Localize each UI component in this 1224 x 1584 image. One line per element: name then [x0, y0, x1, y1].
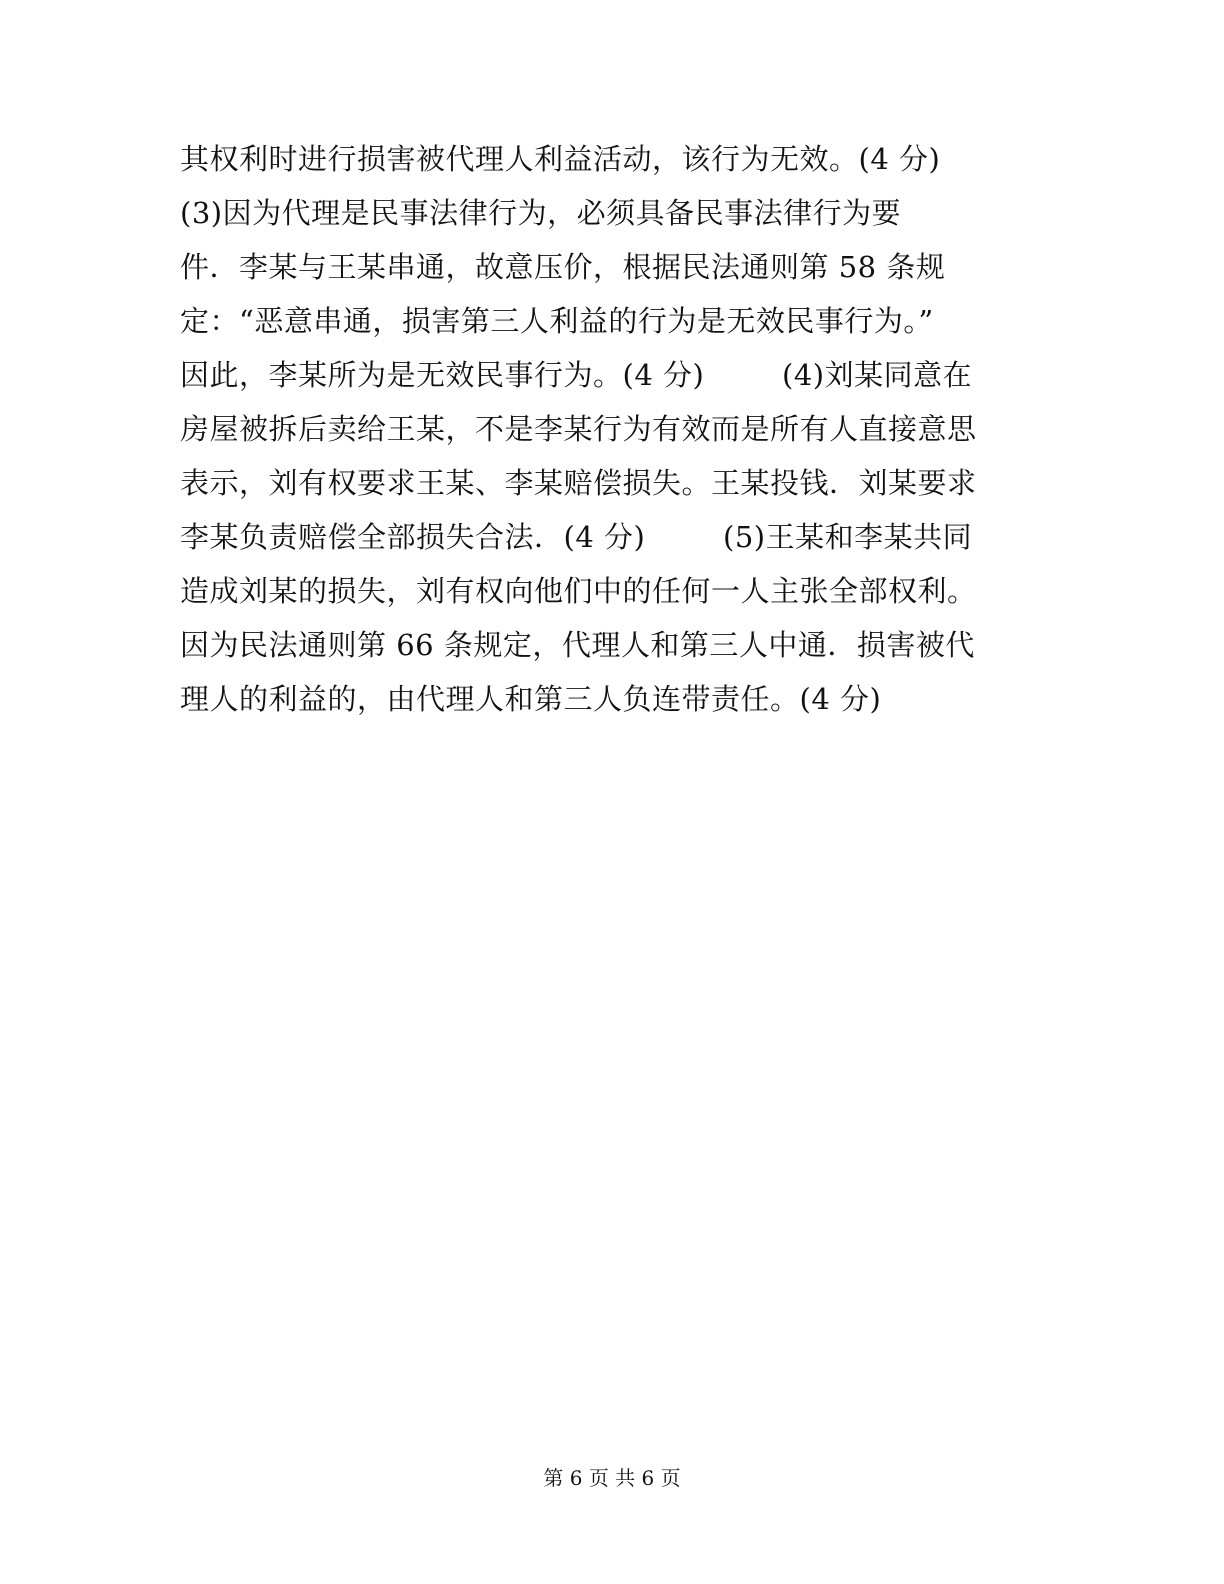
answer-text-block [180, 132, 1060, 726]
text-line: 其权利时进行损害被代理人利益活动，该行为无效。(4 分) [180, 142, 941, 176]
page-number-footer: 第 6 页 共 6 页 [543, 1466, 681, 1490]
text-line: 理人的利益的，由代理人和第三人负连带责任。(4 分) [180, 682, 882, 716]
text-line: 件．李某与王某串通，故意压价，根据民法通则第 58 条规 [180, 250, 946, 284]
text-line: 定：“恶意串通，损害第三人利益的行为是无效民事行为。” [180, 304, 934, 338]
text-line: (3)因为代理是民事法律行为，必须具备民事法律行为要 [180, 196, 902, 230]
text-line: 李某负责赔偿全部损失合法．(4 分) (5)王某和李某共同 [180, 520, 973, 554]
text-line: 房屋被拆后卖给王某，不是李某行为有效而是所有人直接意思 [180, 412, 977, 446]
text-line: 造成刘某的损失，刘有权向他们中的任何一人主张全部权利。 [180, 574, 977, 608]
text-line: 表示，刘有权要求王某、李某赔偿损失。王某投钱．刘某要求 [180, 466, 977, 500]
text-line: 因为民法通则第 66 条规定，代理人和第三人中通．损害被代 [180, 628, 975, 662]
text-line: 因此，李某所为是无效民事行为。(4 分) (4)刘某同意在 [180, 358, 973, 392]
